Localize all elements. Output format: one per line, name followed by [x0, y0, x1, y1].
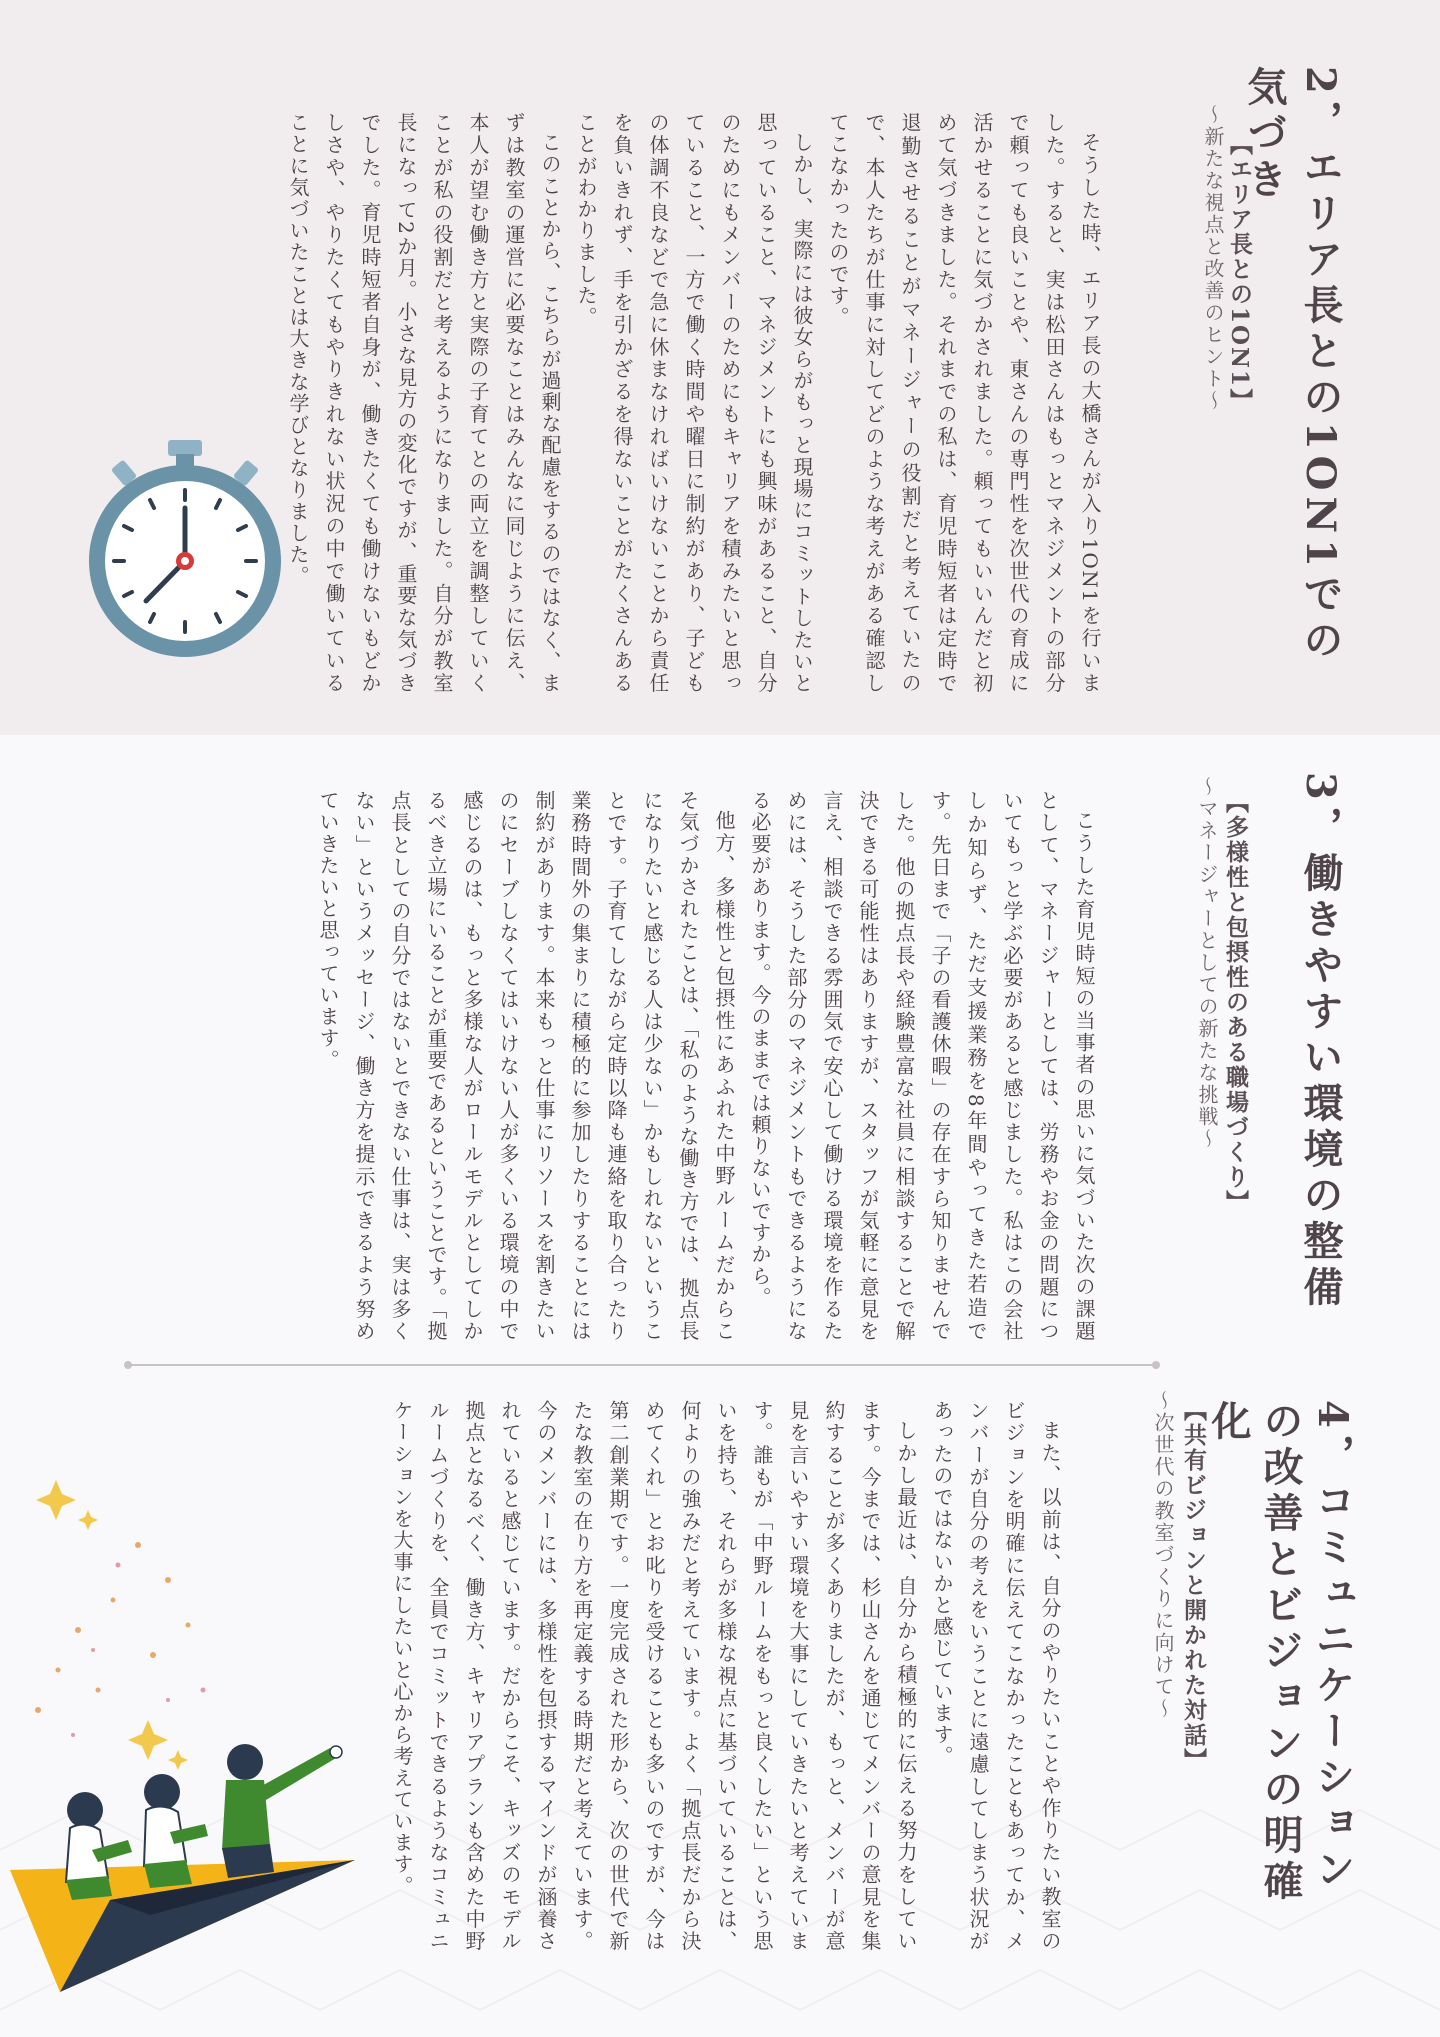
- section-2-heading: 2，エリア長との1ON1での気づき: [1241, 66, 1344, 665]
- section-2-kicker: 【エリア長との1ON1】: [1226, 132, 1253, 414]
- section-3-kicker: 【多様性と包摂性のある職場づくり】: [1222, 790, 1249, 1215]
- section-3-paragraph: こうした育児時短の当事者の思いに気づいた次の課題として、マネージャーとしては、労務やお金の問題についてもっと学ぶ必要があると感じました。私はこの会社しか知らず、ただ支援業務を8年間やってきた若造です。先日まで「子の看護休暇」の存在すら知りませんでした。他の拠点長や経験豊富な社員に相談することで解決できる可能性はありますが、スタッフが気軽に意見を言え、相談できる雰囲気で安心して働ける環境を作るためには、そうした部分のマネジメントもできるようになる必要があります。今のままでは頼りないですから。: [748, 790, 1096, 1342]
- section-2-paragraph: そうした時、エリア長の大橋さんが入り1ON1を行いました。すると、実は松田さんはもっとマネジメントの部分で頼っても良いことや、東さんの専門性を次世代の育成に活かせることに気づかされました。頼ってもいいんだと初めて気づきました。それまでの私は、育児時短者は定時で退勤させることがマネージャーの役割だと考えていたので、本人たちが仕事に対してどのような考えがある確認してこなかったのです。: [826, 112, 1102, 694]
- section-4-paragraph: また、以前は、自分のやりたいことや作りたい教室のビジョンを明確に伝えてこなかったこともあってか、メンバーが自分の考えをいうことに遠慮してしまう状況があったのではないかと感じています。: [930, 1400, 1062, 1952]
- section-2-subtitle: ～新たな視点と改善のヒント～: [1201, 104, 1225, 412]
- section-3-paragraph: 他方、多様性と包摂性にあふれた中野ルームだからこそ気づかされたことは、「私のような働き方では、拠点長になりたいと感じる人は少ない」かもしれないということです。子育てしながら定時以降も連絡を取り合ったり業務時間外の集まりに積極的に参加したりすることには制約があります。本来もっと仕事にリソースを割きたいのにセーブしなくてはいけない人が多くいる環境の中で感じるのは、もっと多様な人がロールモデルとしてしかるべき立場にいることが重要であるということです。「拠点長としての自分ではないとできない仕事は、実は多くない」というメッセージ、働き方を提示できるよう努めていきたいと思っています。: [316, 790, 736, 1342]
- section-3-subtitle: ～マネージャーとしての新たな挑戦～: [1195, 776, 1219, 1150]
- section-2-paragraph: このことから、こちらが過剰な配慮をするのではなく、まずは教室の運営に必要なことはみんなに同じように伝え、本人が望む働き方と実際の子育てとの両立を調整していくことが私の役割だと考えるようになりました。自分が教室長になって2か月。小さな見方の変化ですが、重要な気づきでした。育児時短者自身が、働きたくても働けないもどかしさや、やりたくてもやりきれない状況の中で働いていることに気づいたことは大きな学びとなりました。: [286, 112, 562, 694]
- section-divider: [128, 1364, 1156, 1366]
- section-3-body: [192, 790, 1102, 1342]
- section-4-heading: 4，コミュニケーションの改善とビジョンの明確化: [1205, 1400, 1356, 1906]
- section-2-body: [286, 112, 1108, 694]
- section-4-kicker: 【共有ビジョンと開かれた対話】: [1180, 1398, 1207, 1773]
- stopwatch-icon: [80, 436, 290, 666]
- section-2-paragraph: しかし、実際には彼女らがもっと現場にコミットしたいと思っていること、マネジメントにも興味があること、自分のためにもメンバーのためにもキャリアを積みたいと思っていること、一方で働く時間や曜日に制約があり、子どもの体調不良などで急に休まなければいけないことから責任を負いきれず、手を引かざるを得ないことがたくさんあることがわかりました。: [574, 112, 814, 694]
- section-4-subtitle: ～次世代の教室づくりに向けて～: [1151, 1390, 1175, 1720]
- paper-plane-team-illustration: [0, 1700, 370, 2000]
- section-4-paragraph: しかし最近は、自分から積極的に伝える努力をしています。今までは、杉山さんを通じてメンバーの意見を集約することが多くありましたが、もっと、メンバーが意見を言いやすい環境を大事にしていきたいと考えています。誰もが「中野ルームをもっと良くしたい」という思いを持ち、それらが多様な視点に基づいていることは、何よりの強みだと考えています。よく「拠点長だから決めてくれ」とお叱りを受けることも多いのですが、今は第二創業期です。一度完成された形から、次の世代で新たな教室の在り方を再定義する時期だと考えています。今のメンバーには、多様性を包摂するマインドが涵養されていると感じています。だからこそ、キッズのモデル拠点となるべく、働き方、キャリアプランも含めた中野ルームづくりを、全員でコミットできるようなコミュニケーションを大事にしたいと心から考えています。: [390, 1400, 918, 1952]
- section-3-heading: 3，働きやすい環境の整備: [1297, 772, 1344, 1312]
